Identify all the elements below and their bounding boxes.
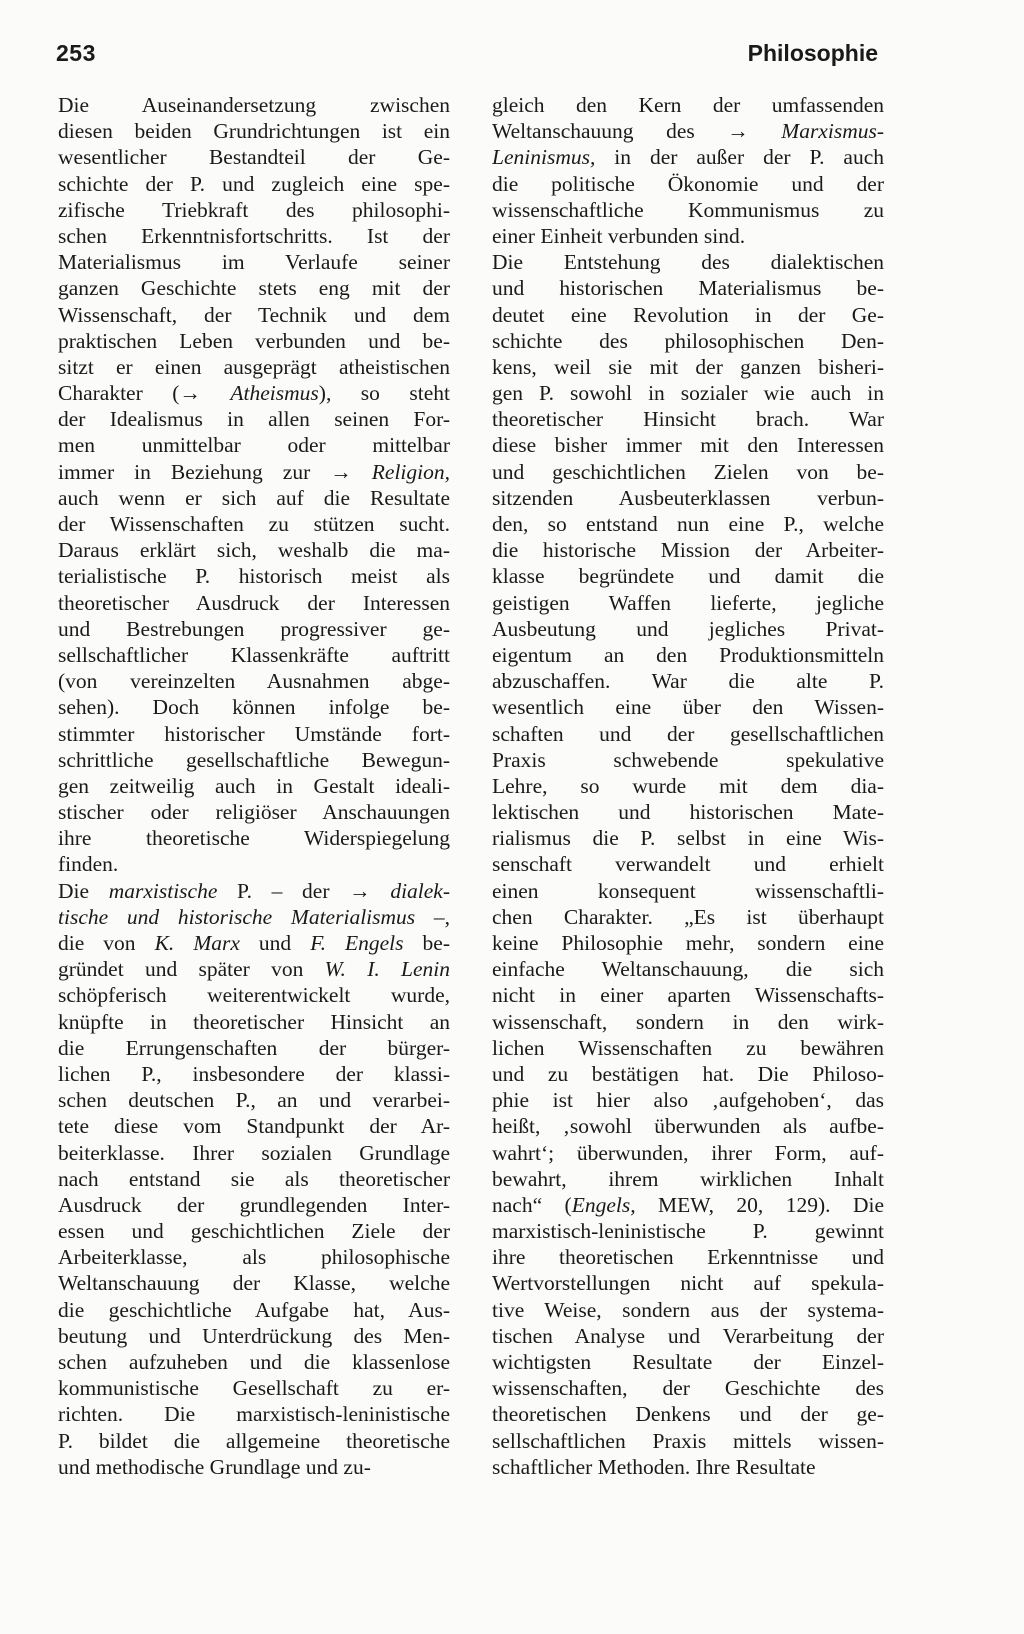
text-line bbox=[58, 616, 450, 642]
text-run: theoretischer Ausdruck der Interessen bbox=[58, 590, 450, 615]
text-line bbox=[58, 1428, 450, 1454]
text-line bbox=[58, 773, 450, 799]
text-line bbox=[492, 878, 884, 904]
text-line bbox=[58, 563, 450, 589]
italic-run: W. I. Lenin bbox=[324, 957, 450, 982]
text-line bbox=[58, 1113, 450, 1139]
text-run: Materialismus im Verlaufe seiner bbox=[58, 250, 450, 275]
text-line bbox=[58, 982, 450, 1008]
text-line bbox=[58, 1375, 450, 1401]
text-run: abzuschaffen. War die alte P. bbox=[492, 669, 884, 694]
text-run: wahrt‘; überwunden, ihrer Form, auf- bbox=[492, 1140, 884, 1165]
text-run: theoretischen Denkens und der ge- bbox=[492, 1402, 884, 1427]
left-text-column bbox=[58, 92, 450, 1480]
text-line bbox=[58, 92, 450, 118]
text-line bbox=[492, 1375, 884, 1401]
text-line bbox=[58, 1244, 450, 1270]
text-line bbox=[58, 406, 450, 432]
text-line bbox=[58, 1009, 450, 1035]
text-run: lektischen und historischen Mate- bbox=[492, 800, 884, 825]
text-line bbox=[58, 1218, 450, 1244]
text-line bbox=[492, 1297, 884, 1323]
text-run: ihre theoretische Widerspiegelung bbox=[58, 826, 450, 851]
text-run: und zu bestätigen hat. Die Philoso- bbox=[492, 1061, 884, 1086]
text-line bbox=[492, 1270, 884, 1296]
text-run: und Bestrebungen progressiver ge- bbox=[58, 616, 450, 641]
text-line bbox=[492, 275, 884, 301]
text-line bbox=[492, 1454, 884, 1480]
text-run: richten. Die marxistisch-leninistische bbox=[58, 1402, 450, 1427]
text-line bbox=[492, 747, 884, 773]
right-text-column bbox=[492, 92, 884, 1480]
text-run: immer in Beziehung zur → bbox=[58, 459, 372, 484]
text-run: beiterklasse. Ihrer sozialen Grundlage bbox=[58, 1140, 450, 1165]
text-run: gründet und später von bbox=[58, 957, 325, 982]
text-line bbox=[492, 1009, 884, 1035]
text-run: lichen P., insbesondere der klassi- bbox=[58, 1061, 450, 1086]
text-line bbox=[58, 851, 450, 877]
text-run: schen Erkenntnisfortschritts. Ist der bbox=[58, 223, 450, 248]
text-run: diesen beiden Grundrichtungen ist ein bbox=[58, 119, 450, 144]
text-line bbox=[58, 904, 450, 930]
text-line bbox=[58, 799, 450, 825]
text-line bbox=[492, 1140, 884, 1166]
text-line bbox=[58, 537, 450, 563]
text-run: theoretischer Hinsicht brach. War bbox=[492, 407, 884, 432]
text-run: men unmittelbar oder mittelbar bbox=[58, 433, 450, 458]
text-line bbox=[58, 302, 450, 328]
text-line bbox=[492, 459, 884, 485]
text-run: be- bbox=[403, 931, 450, 955]
text-line bbox=[492, 1192, 884, 1218]
text-run: wissenschaft, sondern in den wirk- bbox=[492, 1009, 884, 1034]
text-line bbox=[492, 563, 884, 589]
text-run: marxistisch-leninistische P. gewinnt bbox=[492, 1219, 884, 1244]
text-run: sehen). Doch können infolge be- bbox=[58, 695, 450, 720]
text-line bbox=[492, 1113, 884, 1139]
text-run: schen deutschen P., an und verarbei- bbox=[58, 1088, 450, 1113]
italic-run: Marxismus- bbox=[781, 119, 884, 144]
text-run: gleich den Kern der umfassenden bbox=[492, 93, 884, 117]
text-run: die geschichtliche Aufgabe hat, Aus- bbox=[58, 1297, 450, 1322]
text-line bbox=[492, 171, 884, 197]
text-line bbox=[58, 144, 450, 170]
text-line bbox=[492, 1401, 884, 1427]
text-run: sitzt er einen ausgeprägt atheistischen bbox=[58, 354, 450, 379]
text-line bbox=[58, 1401, 450, 1427]
text-run: Wissenschaft, der Technik und dem bbox=[58, 302, 450, 327]
italic-run: Engels, bbox=[571, 1192, 636, 1217]
italic-run: tische und historische Materialismus bbox=[58, 904, 416, 929]
text-line bbox=[58, 668, 450, 694]
text-line bbox=[492, 694, 884, 720]
text-run: heißt, ‚sowohl überwunden als aufbe- bbox=[492, 1114, 884, 1139]
text-line bbox=[492, 118, 884, 144]
text-line bbox=[492, 956, 884, 982]
text-line bbox=[492, 825, 884, 851]
text-run: stimmter historischer Umstände fort- bbox=[58, 721, 450, 746]
text-line bbox=[492, 485, 884, 511]
text-run: kens, weil sie mit der ganzen bisheri- bbox=[492, 354, 884, 379]
text-line bbox=[58, 354, 450, 380]
text-run: in der außer der P. auch bbox=[595, 145, 884, 170]
text-run: Lehre, so wurde mit dem dia- bbox=[492, 773, 884, 798]
text-run: essen und geschichtlichen Ziele der bbox=[58, 1219, 450, 1244]
text-line bbox=[58, 380, 450, 406]
text-run: –, bbox=[415, 904, 450, 929]
text-run: ganzen Geschichte stets eng mit der bbox=[58, 276, 450, 301]
text-line bbox=[58, 721, 450, 747]
text-run: stischer oder religiöser Anschauungen bbox=[58, 800, 450, 825]
text-line bbox=[492, 904, 884, 930]
text-line bbox=[492, 668, 884, 694]
text-line bbox=[492, 1035, 884, 1061]
text-run: Charakter (→ bbox=[58, 381, 231, 406]
italic-run: K. Marx bbox=[154, 931, 240, 955]
text-line bbox=[58, 694, 450, 720]
running-head: Philosophie bbox=[747, 40, 878, 66]
text-run: Weltanschauung des → bbox=[492, 119, 782, 144]
text-run: Die Auseinandersetzung zwischen bbox=[58, 93, 450, 117]
italic-run: Leninismus, bbox=[492, 145, 596, 170]
text-run: tete diese vom Standpunkt der Ar- bbox=[58, 1114, 450, 1139]
text-run: schaften und der gesellschaftlichen bbox=[492, 721, 884, 746]
text-line bbox=[58, 171, 450, 197]
text-line bbox=[58, 590, 450, 616]
text-line bbox=[492, 249, 884, 275]
text-run: (von vereinzelten Ausnahmen abge- bbox=[58, 669, 450, 694]
text-run: der Wissenschaften zu stützen sucht. bbox=[58, 512, 450, 536]
text-run: ), so steht bbox=[318, 381, 450, 406]
text-run: beutung und Unterdrückung des Men- bbox=[58, 1323, 450, 1348]
text-run: gen P. sowohl in sozialer wie auch in bbox=[492, 381, 884, 406]
text-line bbox=[58, 511, 450, 537]
text-line bbox=[492, 1061, 884, 1087]
text-line bbox=[492, 1218, 884, 1244]
text-line bbox=[58, 275, 450, 301]
text-run: Die Entstehung des dialektischen bbox=[492, 250, 884, 275]
text-line bbox=[492, 1349, 884, 1375]
text-run: zifische Triebkraft des philosophi- bbox=[58, 197, 450, 222]
text-run: schichte der P. und zugleich eine spe- bbox=[58, 171, 450, 196]
text-run: keine Philosophie mehr, sondern eine bbox=[492, 931, 884, 955]
text-line bbox=[492, 642, 884, 668]
text-line bbox=[492, 590, 884, 616]
text-run: lichen Wissenschaften zu bewähren bbox=[492, 1035, 884, 1060]
text-line bbox=[58, 956, 450, 982]
text-line bbox=[492, 223, 884, 249]
text-run: finden. bbox=[58, 852, 119, 877]
text-run: die von bbox=[58, 931, 155, 955]
text-run: geistigen Waffen lieferte, jegliche bbox=[492, 590, 884, 615]
text-run: auch wenn er sich auf die Resultate bbox=[58, 485, 450, 510]
text-line bbox=[492, 328, 884, 354]
text-line bbox=[492, 354, 884, 380]
text-line bbox=[58, 878, 450, 904]
italic-run: F. Engels bbox=[310, 931, 404, 955]
text-line bbox=[492, 1166, 884, 1192]
text-run: nach“ ( bbox=[492, 1192, 572, 1217]
text-line bbox=[58, 1087, 450, 1113]
text-run: kommunistische Gesellschaft zu er- bbox=[58, 1376, 450, 1401]
text-line bbox=[58, 249, 450, 275]
text-run: eigentum an den Produktionsmitteln bbox=[492, 642, 884, 667]
text-line bbox=[492, 851, 884, 877]
text-line bbox=[58, 1061, 450, 1087]
text-run: knüpfte in theoretischer Hinsicht an bbox=[58, 1009, 450, 1034]
text-run: terialistische P. historisch meist als bbox=[58, 564, 450, 589]
text-run: phie ist hier also ‚aufgehoben‘, das bbox=[492, 1088, 884, 1113]
text-line bbox=[492, 773, 884, 799]
text-run: die historische Mission der Arbeiter- bbox=[492, 538, 884, 563]
text-line bbox=[58, 1140, 450, 1166]
text-line bbox=[492, 406, 884, 432]
text-run: Weltanschauung der Klasse, welche bbox=[58, 1271, 450, 1296]
text-line bbox=[492, 1087, 884, 1113]
text-run: Ausbeutung und jegliches Privat- bbox=[492, 616, 884, 641]
text-line bbox=[58, 197, 450, 223]
text-line bbox=[492, 302, 884, 328]
text-line bbox=[492, 380, 884, 406]
text-run: schen aufzuheben und die klassenlose bbox=[58, 1350, 450, 1374]
text-line bbox=[492, 1428, 884, 1454]
text-run: Wertvorstellungen nicht auf spekula- bbox=[492, 1271, 884, 1296]
text-line bbox=[58, 1297, 450, 1323]
text-line bbox=[58, 1192, 450, 1218]
text-run: wissenschaftliche Kommunismus zu bbox=[492, 197, 884, 222]
text-line bbox=[492, 1323, 884, 1349]
text-run: klasse begründete und damit die bbox=[492, 564, 884, 589]
text-run: die Errungenschaften der bürger- bbox=[58, 1035, 450, 1060]
text-run: Ausdruck der grundlegenden Inter- bbox=[58, 1192, 450, 1217]
text-run: gen zeitweilig auch in Gestalt ideali- bbox=[58, 773, 450, 798]
text-run: senschaft verwandelt und erhielt bbox=[492, 852, 884, 877]
text-run: sellschaftlicher Klassenkräfte auftritt bbox=[58, 642, 450, 667]
text-line bbox=[58, 432, 450, 458]
text-run: P. – der → bbox=[217, 878, 391, 903]
text-run: nach entstand sie als theoretischer bbox=[58, 1166, 450, 1191]
text-run: P. bildet die allgemeine theoretische bbox=[58, 1428, 450, 1453]
text-line bbox=[58, 459, 450, 485]
text-run: wissenschaften, der Geschichte des bbox=[492, 1376, 884, 1401]
italic-run: Religion, bbox=[371, 459, 450, 484]
text-line bbox=[492, 197, 884, 223]
text-line bbox=[492, 930, 884, 956]
text-run: tive Weise, sondern aus der systema- bbox=[492, 1297, 884, 1322]
text-line bbox=[492, 799, 884, 825]
text-run: bewahrt, ihrem wirklichen Inhalt bbox=[492, 1166, 884, 1191]
text-line bbox=[492, 537, 884, 563]
text-run: einen konsequent wissenschaftli- bbox=[492, 878, 884, 903]
text-line bbox=[58, 118, 450, 144]
italic-run: dialek- bbox=[390, 878, 450, 903]
text-run: schöpferisch weiterentwickelt wurde, bbox=[58, 983, 450, 1008]
italic-run: marxistische bbox=[108, 878, 218, 903]
text-run: wesentlich eine über den Wissen- bbox=[492, 695, 884, 720]
text-line bbox=[58, 642, 450, 668]
text-line bbox=[58, 747, 450, 773]
text-run: und bbox=[239, 931, 311, 955]
text-line bbox=[492, 1244, 884, 1270]
page-number: 253 bbox=[56, 40, 96, 66]
text-line bbox=[58, 485, 450, 511]
text-run: tischen Analyse und Verarbeitung der bbox=[492, 1323, 884, 1348]
text-run: schichte des philosophischen Den- bbox=[492, 328, 884, 353]
text-run: der Idealismus in allen seinen For- bbox=[58, 407, 450, 432]
text-run: chen Charakter. „Es ist überhaupt bbox=[492, 904, 884, 929]
text-run: nicht in einer aparten Wissenschafts- bbox=[492, 983, 884, 1008]
text-line bbox=[58, 1454, 450, 1480]
text-run: und geschichtlichen Zielen von be- bbox=[492, 459, 884, 484]
text-run: deutet eine Revolution in der Ge- bbox=[492, 302, 884, 327]
text-line bbox=[492, 92, 884, 118]
text-run: Die bbox=[58, 878, 109, 903]
text-run: einfache Weltanschauung, die sich bbox=[492, 957, 884, 982]
text-run: diese bisher immer mit den Interessen bbox=[492, 433, 884, 458]
text-run: sitzenden Ausbeuterklassen verbun- bbox=[492, 485, 884, 510]
text-run: die politische Ökonomie und der bbox=[492, 171, 884, 196]
text-line bbox=[58, 1349, 450, 1375]
text-line bbox=[58, 825, 450, 851]
text-run: schrittliche gesellschaftliche Bewegun- bbox=[58, 747, 450, 772]
text-line bbox=[58, 1323, 450, 1349]
text-run: wesentlicher Bestandteil der Ge- bbox=[58, 145, 450, 170]
text-run: den, so entstand nun eine P., welche bbox=[492, 512, 884, 536]
text-line bbox=[58, 930, 450, 956]
text-run: Praxis schwebende spekulative bbox=[492, 747, 884, 772]
text-line bbox=[492, 982, 884, 1008]
text-run: praktischen Leben verbunden und be- bbox=[58, 328, 450, 353]
text-run: rialismus die P. selbst in eine Wis- bbox=[492, 826, 884, 851]
text-line bbox=[492, 144, 884, 170]
text-run: MEW, 20, 129). Die bbox=[635, 1192, 884, 1217]
text-run: Arbeiterklasse, als philosophische bbox=[58, 1245, 450, 1270]
text-line bbox=[492, 616, 884, 642]
text-run: sellschaftlichen Praxis mittels wissen- bbox=[492, 1428, 884, 1453]
text-run: einer Einheit verbunden sind. bbox=[492, 223, 746, 248]
text-line bbox=[58, 1035, 450, 1061]
text-line bbox=[58, 223, 450, 249]
text-line bbox=[492, 721, 884, 747]
text-run: ihre theoretischen Erkenntnisse und bbox=[492, 1245, 884, 1270]
text-line bbox=[58, 1166, 450, 1192]
text-run: Daraus erklärt sich, weshalb die ma- bbox=[58, 538, 450, 563]
text-line bbox=[58, 328, 450, 354]
text-line bbox=[58, 1270, 450, 1296]
text-run: schaftlicher Methoden. Ihre Resultate bbox=[492, 1454, 816, 1479]
text-line bbox=[492, 432, 884, 458]
italic-run: Atheismus bbox=[230, 381, 319, 406]
text-run: und historischen Materialismus be- bbox=[492, 276, 884, 301]
text-run: und methodische Grundlage und zu- bbox=[58, 1454, 371, 1479]
text-run: wichtigsten Resultate der Einzel- bbox=[492, 1350, 884, 1374]
text-line bbox=[492, 511, 884, 537]
